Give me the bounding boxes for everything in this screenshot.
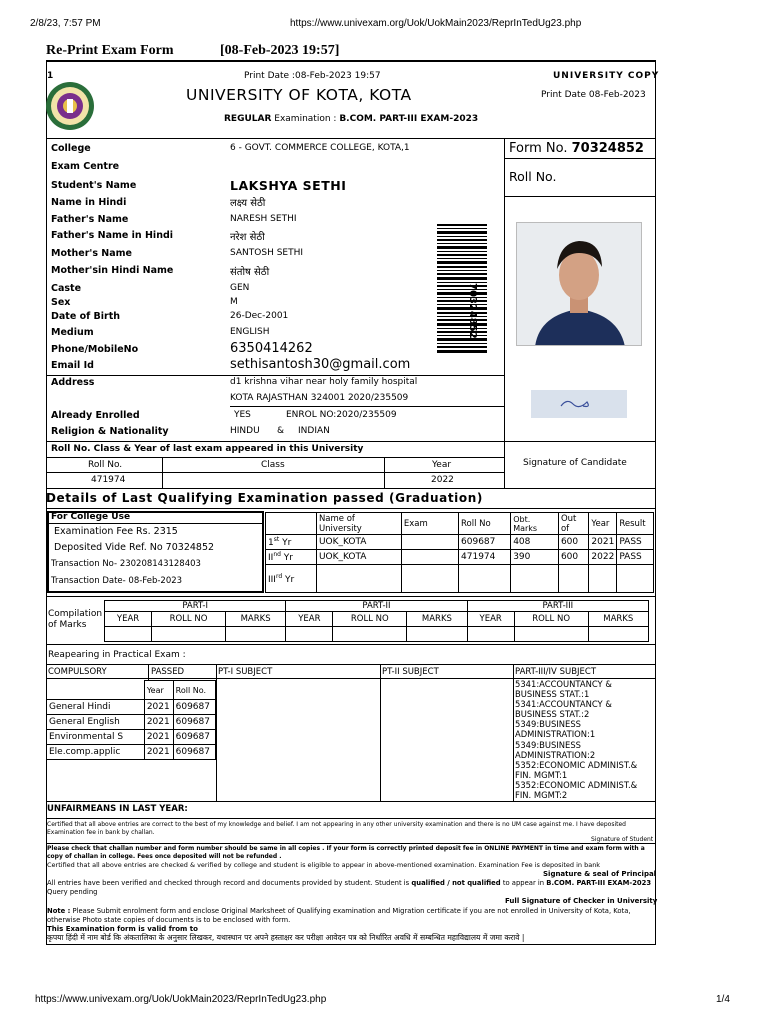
- dob-value: 26-Dec-2001: [230, 311, 289, 321]
- name-hindi-value: लक्ष्य सेठी: [230, 198, 266, 209]
- qual-header-result: Result: [617, 513, 654, 535]
- practical-header-pt1: PT-I SUBJECT: [218, 667, 273, 677]
- note-text: Note : Please Submit enrolment form and enclose Original Marksheet of Qualifying examination and Migration certificate if you are not enrolled in University of Kota, Kota, otherwise Photo state copies of documents is to be enclosed with form.: [47, 907, 631, 924]
- university-name: UNIVERSITY OF KOTA, KOTA: [186, 86, 412, 104]
- sex-label: Sex: [51, 297, 71, 308]
- practical-header-compulsory: COMPULSORY: [48, 667, 107, 677]
- qual-header-university: Name of University: [316, 513, 401, 535]
- candidate-photo: [516, 222, 642, 346]
- list-item: ADMINISTRATION:1: [515, 729, 596, 740]
- roll-no-label: Roll No.: [509, 169, 557, 184]
- certify-student-text: Certified that all above entries are correct to the best of my knowledge and belief. I am not appearing in any other university examination and there is no UM case against me. I have deposited Examination fee in bank by challan.: [47, 821, 626, 836]
- candidate-signature-image: [531, 390, 627, 418]
- qual-row: IInd Yr UOK_KOTA 471974 390 600 2022 PASS: [266, 550, 654, 565]
- form-no-label: Form No.: [509, 141, 568, 156]
- qual-header-exam: Exam: [401, 513, 458, 535]
- compulsory-subheader-year: Year: [144, 681, 173, 700]
- list-item: BUSINESS STAT.:1: [515, 689, 590, 700]
- list-item: ADMINISTRATION:2: [515, 749, 596, 760]
- exam-label: Examination :: [274, 114, 337, 124]
- signature-student-label: Signature of Student: [591, 836, 654, 843]
- exam-type: REGULAR: [224, 114, 272, 124]
- caste-value: GEN: [230, 283, 250, 293]
- barcode-number: 70324852: [467, 283, 478, 339]
- last-exam-header-roll: Roll No.: [88, 460, 123, 470]
- caste-label: Caste: [51, 283, 82, 294]
- print-datetime: 2/8/23, 7:57 PM: [30, 18, 101, 29]
- signature-checker-label: Full Signature of Checker in University: [505, 897, 658, 905]
- address-label: Address: [51, 377, 95, 388]
- address-line2: KOTA RAJASTHAN 324001 2020/235509: [230, 393, 409, 403]
- father-name-value: NARESH SETHI: [230, 214, 297, 224]
- college-use-title: For College Use: [51, 512, 131, 522]
- barcode-icon: [437, 224, 487, 354]
- last-exam-header-class: Class: [261, 460, 285, 470]
- please-check-text: Please check that challan number and form number should be same in all copies . If your form is correctly printed deposit fee in ONLINE PAYMENT in time and exam form with a copy of challan in college. Fees once deposited will not be refunded .: [47, 845, 645, 860]
- last-exam-roll: 471974: [91, 475, 126, 485]
- last-exam-year: 2022: [431, 475, 454, 485]
- form-no-value: 70324852: [571, 141, 644, 156]
- phone-label: Phone/MobileNo: [51, 344, 139, 355]
- table-row: General English 2021 609687: [47, 715, 216, 730]
- college-use-txn-date: Transaction Date- 08-Feb-2023: [51, 576, 183, 586]
- form-title-date: [08-Feb-2023 19:57]: [220, 43, 340, 58]
- father-name-label: Father's Name: [51, 214, 129, 225]
- student-name-value: LAKSHYA SETHI: [230, 178, 347, 193]
- compilation-label: Compilation of Marks: [48, 609, 103, 630]
- college-use-txn-no: Transaction No- 230208143128403: [51, 559, 201, 569]
- email-value: sethisantosh30@gmail.com: [230, 357, 411, 372]
- enrol-no: ENROL NO:2020/235509: [286, 410, 397, 420]
- religion-value: HINDU: [230, 426, 260, 436]
- religion-amp: &: [277, 426, 285, 436]
- college-value: 6 - GOVT. COMMERCE COLLEGE, KOTA,1: [230, 143, 410, 153]
- father-hindi-label: Father's Name in Hindi: [51, 230, 174, 241]
- table-row: Ele.comp.applic 2021 609687: [47, 745, 216, 760]
- name-hindi-label: Name in Hindi: [51, 197, 127, 208]
- compulsory-table: [46, 680, 216, 760]
- qual-row: IIIrd Yr: [266, 565, 654, 593]
- mother-name-label: Mother's Name: [51, 248, 132, 259]
- print-date-line: Print Date :08-Feb-2023 19:57: [244, 71, 381, 81]
- print-url: https://www.univexam.org/Uok/UokMain2023/ReprInTedUg23.php: [290, 18, 582, 29]
- list-item: 5352:ECONOMIC ADMINIST.&: [515, 779, 638, 790]
- enrolled-label: Already Enrolled: [51, 410, 140, 421]
- qualifying-table: [265, 512, 654, 593]
- list-item: FIN. MGMT:1: [515, 769, 568, 780]
- mother-hindi-value: संतोष सेठी: [230, 267, 270, 278]
- list-item: 5352:ECONOMIC ADMINIST.&: [515, 759, 638, 770]
- valid-from-text: This Examination form is valid from to: [47, 925, 198, 933]
- compulsory-subheader-roll: Roll No.: [173, 681, 215, 700]
- sex-value: M: [230, 297, 238, 307]
- last-exam-header-year: Year: [432, 460, 452, 470]
- qual-header-outof: Out of: [558, 513, 588, 535]
- qual-row: 1st Yr UOK_KOTA 609687 408 600 2021 PASS: [266, 535, 654, 550]
- practical-header-pt2: PT-II SUBJECT: [382, 667, 439, 677]
- part3-subject-list: [515, 679, 637, 800]
- form-title: Re-Print Exam Form: [46, 43, 174, 58]
- sheet-number: 1: [47, 71, 54, 81]
- qual-header-obt: Obt. Marks: [511, 513, 559, 535]
- address-line1: d1 krishna vihar near holy family hospital: [230, 377, 418, 387]
- phone-value: 6350414262: [230, 341, 313, 356]
- signature-principal-label: Signature & seal of Principal: [543, 870, 657, 878]
- practical-header-pt3: PART-III/IV SUBJECT: [515, 667, 597, 677]
- qual-header-rollno: Roll No: [459, 513, 511, 535]
- unfairmeans-label: UNFAIRMEANS IN LAST YEAR:: [47, 804, 188, 814]
- list-item: 5341:ACCOUNTANCY &: [515, 679, 612, 689]
- dob-label: Date of Birth: [51, 311, 121, 322]
- medium-value: ENGLISH: [230, 327, 270, 337]
- enrolled-value: YES: [234, 410, 251, 420]
- print-date-right: Print Date 08-Feb-2023: [541, 90, 646, 100]
- verified-text: All entries have been verified and checked through record and documents provided by student. Student is qualified / not qualified to appear in B.COM. PART-III EXAM-2023 Query pending: [47, 879, 652, 896]
- practical-header-passed: PASSED: [151, 667, 185, 677]
- compilation-part-2: PART-II: [286, 601, 467, 612]
- mother-name-value: SANTOSH SETHI: [230, 248, 304, 258]
- exam-centre-label: Exam Centre: [51, 161, 120, 172]
- mother-hindi-label: Mother'sin Hindi Name: [51, 265, 174, 276]
- college-label: College: [51, 143, 91, 154]
- medium-label: Medium: [51, 327, 94, 338]
- hindi-instruction: कृपया हिंदी में नाम बोर्ड कि अंकतालिका के अनुसार लिखकर, यथास्थान पर अपने हस्ताक्षर कर परीक्षा आवेदन पत्र को निर्धारित अवधि में सम्बन्धित महाविद्यालय में जमा करावे |: [47, 933, 525, 942]
- university-seal-icon: [45, 81, 95, 131]
- list-item: 5349:BUSINESS: [515, 719, 581, 730]
- signature-candidate-label: Signature of Candidate: [523, 458, 627, 468]
- compilation-part-3: PART-III: [467, 601, 648, 612]
- religion-label: Religion & Nationality: [51, 426, 169, 437]
- page-number: 1/4: [716, 994, 730, 1005]
- table-row: General Hindi 2021 609687: [47, 700, 216, 715]
- university-copy-label: UNIVERSITY COPY: [553, 71, 660, 81]
- compilation-table: PART-I PART-II PART-III YEAR ROLL NO MARKS YEAR ROLL NO MARKS YEAR ROLL NO MARKS: [104, 600, 649, 642]
- qual-header-year: Year: [589, 513, 617, 535]
- last-exam-heading: Roll No. Class & Year of last exam appeared in this University: [51, 444, 364, 454]
- list-item: 5341:ACCOUNTANCY &: [515, 699, 612, 710]
- qualifying-heading: Details of Last Qualifying Examination passed (Graduation): [46, 491, 483, 505]
- list-item: FIN. MGMT:2: [515, 790, 568, 801]
- email-label: Email Id: [51, 360, 94, 371]
- list-item: 5349:BUSINESS: [515, 739, 581, 750]
- certify-college-text: Certified that all above entries are checked & verified by college and student is eligible to appear in above-mentioned examination. Examination Fee is deposited in bank: [47, 861, 601, 869]
- nationality-value: INDIAN: [298, 426, 330, 436]
- list-item: BUSINESS STAT.:2: [515, 709, 590, 720]
- college-use-deposited: Deposited Vide Ref. No 70324852: [54, 542, 215, 553]
- table-row: Environmental S 2021 609687: [47, 730, 216, 745]
- footer-url: https://www.univexam.org/Uok/UokMain2023/ReprInTedUg23.php: [35, 994, 327, 1005]
- student-name-label: Student's Name: [51, 180, 137, 191]
- college-use-fee: Examination Fee Rs. 2315: [54, 526, 178, 537]
- compilation-part-1: PART-I: [105, 601, 286, 612]
- father-hindi-value: नरेश सेठी: [230, 232, 265, 243]
- exam-name: B.COM. PART-III EXAM-2023: [339, 114, 479, 124]
- practical-label: Reapearing in Practical Exam :: [48, 650, 186, 660]
